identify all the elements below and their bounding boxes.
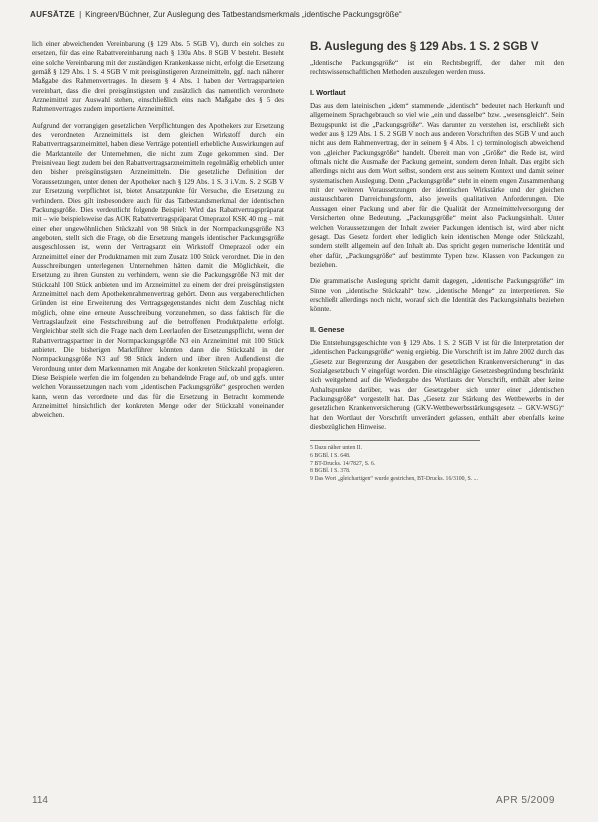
paragraph: Aufgrund der vorrangigen gesetzlichen Verpflichtungen des Apothekers zur Ersetzung des verordneten Arzneimittels ist dem gleichen Wirkstoff durch ein Rabattvertragsarzneimittel, haben diese Verträge potentiell erhebliche Auswirkungen auf die Marktanteile der Unternehmen, die nicht zum Zuge gekommen sind. Der Preisniveau liegt zudem bei den Rabattvertragsarzneimitteln regelmäßig erheblich unter den bisher preisgünstigsten Arzneimitteln. Die gesetzliche Definition der Voraussetzungen, unter denen der Apotheker nach § 129 Abs. 1 S. 3 i.V.m. S. 2 SGB V zur Ersetzung verpflichtet ist, bietet Ansatzpunkte für Versuche, die Ersetzung zu verhindern. Dies gilt insbesondere auch für das Tatbestandsmerkmal der identischen Packungsgröße. Dies verdeutlicht folgende Beispiel: Wird das Rabattvertragspräparat mit – wie beispielsweise das AOK Rabattvertragspräparat Omeprazol KSK 40 mg – mit einer eher ungewöhnlichen Stückzahl von 98 Stück in der Normpackungsgröße N3 angeboten, stellt sich die Frage, ob die Ersetzung mangels identischer Packungsgröße ausgeschlossen ist, wenn der Vertragsarzt ein Wirkstoff Omeprazol oder ein Arzneimittel einer der Produktnamen mit zum Zusatz 100 Stück verordnet. Die in den Ausschreibungen unterlegenen Unternehmen hätten damit die Möglichkeit, die Ersetzung zu ihren Gunsten zu verhindern, wenn sie die Packungsgröße N3 mit der Stückzahl 100 Stück anbieten und im Arzneimittel zu einem der drei preisgünstigsten Arzneimittel nach dem Apothekenrahmenvertrag gehört. Denn aus vergaberechtlichen Gründen ist eine Erweiterung des Vertragsgegenstandes nicht dem Zuschlag nicht möglich, ohne eine erneute Ausschreibung vorzunehmen, so dass faktisch für die Vertragslaufzeit eine Festschreibung auf die betroffenen Produktpalette erfolgt. Vergleichbar stellt sich die Frage nach dem Leerlaufen der Ersetzungspflicht, wenn der Rabattvertragspartner in der Normpackungsgröße N3 ein Arzneimittel mit 100 Stück anbietet. Die bisherigen Marktführer könnten dann die Stückzahl in der Normpackungsgröße N3 auf 98 Stück ändern und über ihren Außendienst die Verordnung unter dem Markennamen mit Angabe der konkreten Stückzahl propagieren. Diese Beispiele werfen die im folgenden zu behandelnde Frage auf, ob und ggfs. unter welchen Voraussetzungen nach vom „identischen Packungsgröße“ gesprochen werden kann, wenn das verordnete und das für die Ersetzung in Betracht kommende Arzneimittel hinsichtlich der konkreten Menge oder der Stückzahl voneinander abweichen. (32, 121, 284, 420)
footnotes (310, 440, 480, 483)
intro-paragraph: „Identische Packungsgröße“ ist ein Rechtsbegriff, der daher mit den rechtswissenschaftlichen Methoden auszulegen werden muss. (310, 59, 564, 77)
subsection-heading-wortlaut: I. Wortlaut (310, 87, 346, 97)
right-column (310, 40, 564, 483)
page-number: 114 (32, 795, 48, 806)
section-tag: AUFSÄTZE (30, 10, 76, 19)
footnote: 6 BGBl. I S. 648. (310, 452, 351, 459)
left-column (32, 40, 284, 428)
footnote: 9 Das Wort „gleichartigen“ wurde gestrichen, BT-Drucks. 16/3100, S. ... (310, 475, 478, 482)
footnote: 8 BGBl. I S. 378. (310, 468, 351, 475)
paragraph: Das aus dem lateinischen „idem“ stammende „identisch“ bedeutet nach Herkunft und allgemeinem Sprachgebrauch so viel wie „ein und dasselbe“ bzw. „wesensgleich“. Sein Bezugspunkt ist die „Packungsgröße“. Was darunter zu verstehen ist, erschließt sich weder aus § 129 Abs. 1 S. 2 SGB V noch aus anderen Vorschriften des SGB V und auch nicht aus dem Rahmenvertrag, der in seinem § 4 Abs. 1 c) terminologisch abweichend von „gleicher Packungsgröße“ handelt. Übereit man von „Größe“ die Rede ist, wird oftmals nicht die Ausmaße der Packung gemeint, sondern deren Inhalt. Das ergibt sich allerdings nicht aus dem Wort selbst, sondern erst aus seinem Kontext und damit seiner systematischen Auslegung. Denn „Packungsgröße“ steht in einem engen Zusammenhang mit der weiteren Voraussetzungen der identischen Wirkstärke und der gleichen austauschbaren Darreichungsform, also jeweils qualitativen Anforderungen. Die Aussagen einer Packung und aber für die Qualität der Arzneimittelversorgung der Versicherten ohne Bedeutung. „Packungsgröße“ meint also Packungsinhalt. Unter welchen Voraussetzungen der Inhalt zweier Packungen identisch ist, wird aber nicht gesagt. Das Gesetz fordert eher lediglich kein identischen Menge oder Stückzahl, sondern stellt allgemein auf den Inhalt ab. Das spricht gegen numerische Identität und eher dafür, „Packungsgröße“ auf bestimmte Typen bzw. Klassen von Packungen zu beziehen. (310, 102, 564, 269)
footnote: 5 Dazu näher unten II. (310, 445, 362, 452)
footnote: 7 BT-Drucks. 14/7827, S. 6. (310, 460, 376, 467)
paragraph: Die grammatische Auslegung spricht damit dagegen, „identische Packungsgröße“ im Sinne von „identische Stückzahl“ bzw. „identische Menge“ zu interpretieren. Sie erschließt allerdings noch nicht, worauf sich die Identität des Packungsinhalts beziehen könnte. (310, 277, 564, 314)
paragraph: lich einer abweichenden Vereinbarung (§ 129 Abs. 5 SGB V), durch ein solches zu ersetzen, für das eine Rabattvereinbarung nach § 130a Abs. 8 SGB V besteht. Besteht eine solche Vereinbarung mit der zuständigen Krankenkasse nicht, erfolgt die Ersetzung gemäß § 129 Abs. 1 S. 4 SGB V mit preisgünstigeren Arzneimitteln, ggf. nach näherer Maßgabe des Rahmenvertrages. In diesem § 4 Abs. 1 haben der Vertragsparteien vereinbart, dass die drei preisgünstigsten und zusätzlich das namentlich verordnete Arzneimittel zur Auswahl stehen, einschließlich eins nach Maßgabe des § 5 des Rahmenvertrages zudem importierte Arzneimittel. (32, 40, 284, 114)
running-title: Kingreen/Büchner, Zur Auslegung des Tatbestandsmerkmals „identische Packungsgröße“ (85, 10, 402, 19)
paragraph: Die Entstehungsgeschichte von § 129 Abs. 1 S. 2 SGB V ist für die Interpretation der „identischen Packungsgröße“ wenig ergiebig. Die Vorschrift ist im Jahre 2002 durch das „Gesetz zur Begrenzung der Ausgaben der gesetzlichen Krankenversicherung“ in das Sozialgesetzbuch V eingefügt worden. Die einschlägige Gesetzesbegründung beschränkt sich weitgehend auf die Wiedergabe des Wortlauts der Vorschrift, enthält aber keine Anhaltspunkte darüber, was der Gesetzgeber sich unter einer „identischen Packungsgröße“ vorgestellt hat. Das „Gesetz zur Stärkung des Wettbewerbs in der gesetzlichen Krankenversicherung (GKV-Wettbewerbsstärkungsgesetz – GKV-WSG)“ hat den Wortlaut der Vorschrift unverändert gelassen, enthält aber ebenfalls keine diesbezüglichen Hinweise. (310, 338, 564, 432)
running-header: AUFSÄTZE | Kingreen/Büchner, Zur Auslegung des Tatbestandsmerkmals „identische Packungsgröße“ (30, 10, 402, 19)
journal-issue: APR 5/2009 (496, 795, 555, 806)
subsection-heading-genese: II. Genese (310, 324, 345, 334)
section-title: B. Auslegung des § 129 Abs. 1 S. 2 SGB V (310, 41, 539, 53)
